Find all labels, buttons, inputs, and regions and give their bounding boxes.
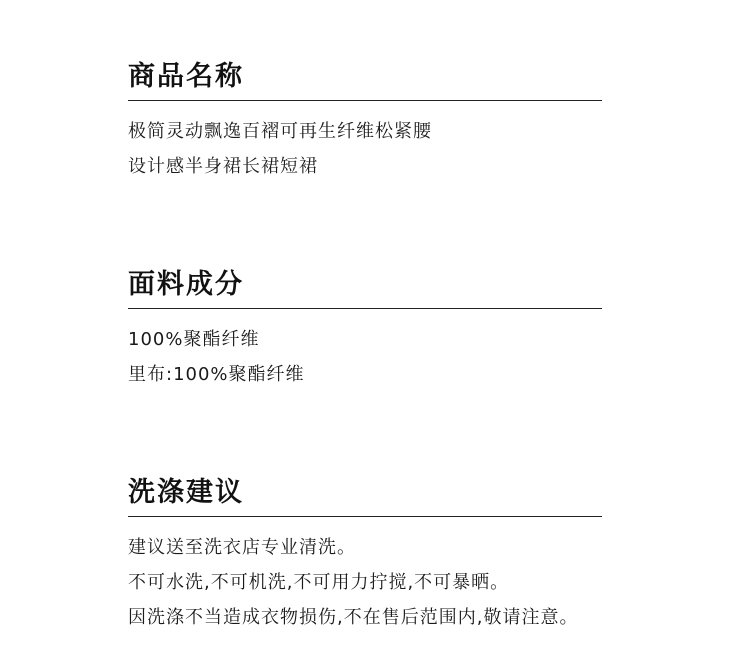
section-title-fabric-composition: 面料成分 [128, 269, 244, 300]
section-divider [128, 308, 602, 309]
product-name-line: 设计感半身裙长裙短裙 [128, 156, 318, 177]
washing-advice-line: 因洗涤不当造成衣物损伤,不在售后范围内,敬请注意。 [128, 607, 579, 628]
washing-advice-section [128, 476, 602, 628]
section-title-washing-advice: 洗涤建议 [128, 477, 244, 508]
section-title-product-name: 商品名称 [128, 61, 244, 92]
product-name-section [128, 60, 602, 177]
washing-advice-line: 不可水洗,不可机洗,不可用力拧搅,不可暴晒。 [128, 572, 510, 593]
section-body [128, 122, 602, 177]
section-divider [128, 100, 602, 101]
fabric-composition-line: 100%聚酯纤维 [128, 329, 260, 350]
section-body [128, 330, 602, 385]
section-divider [128, 516, 602, 517]
fabric-composition-section [128, 268, 602, 385]
washing-advice-line: 建议送至洗衣店专业清洗。 [128, 537, 356, 558]
section-body [128, 538, 602, 628]
lining-composition-line: 里布:100%聚酯纤维 [128, 364, 305, 385]
product-name-line: 极简灵动飘逸百褶可再生纤维松紧腰 [128, 121, 432, 142]
